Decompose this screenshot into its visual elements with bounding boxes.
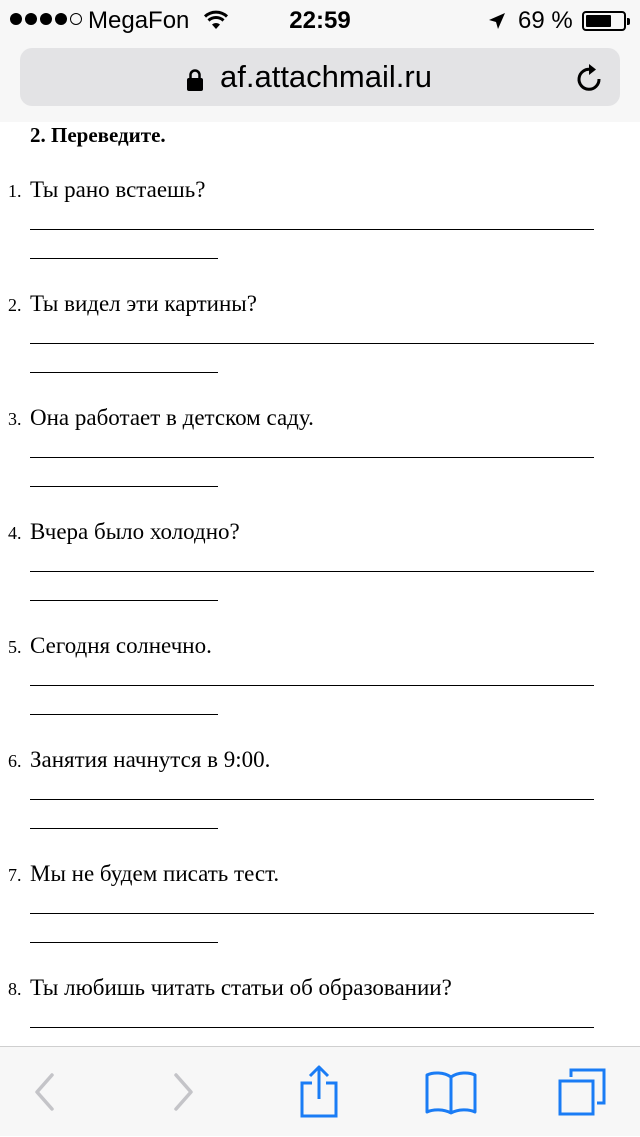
lock-icon	[185, 68, 205, 97]
browser-address-area	[0, 40, 640, 122]
question-text: Занятия начнутся в 9:00.	[30, 747, 271, 772]
question-number: 5.	[8, 637, 22, 657]
question-item	[0, 517, 640, 631]
section-title: 2. Переведите.	[30, 123, 166, 147]
answer-line	[30, 942, 218, 943]
bookmarks-icon	[424, 1069, 478, 1115]
back-icon	[32, 1072, 58, 1112]
clock: 22:59	[289, 7, 351, 34]
forward-button[interactable]	[158, 1047, 208, 1137]
answer-line	[30, 799, 594, 800]
answer-line	[30, 229, 594, 230]
question-text: Она работает в детском саду.	[30, 405, 314, 430]
answer-line	[30, 486, 218, 487]
answer-line	[30, 600, 218, 601]
question-number: 7.	[8, 865, 22, 885]
answer-line	[30, 571, 594, 572]
question-item	[0, 631, 640, 745]
battery-percentage: 69 %	[518, 7, 573, 34]
browser-toolbar	[0, 1046, 640, 1136]
question-item	[0, 973, 640, 1046]
share-button[interactable]	[292, 1047, 346, 1137]
question-number: 4.	[8, 523, 22, 543]
question-text: Мы не будем писать тест.	[30, 861, 280, 886]
tabs-icon	[557, 1067, 607, 1117]
question-text: Вчера было холодно?	[30, 519, 240, 544]
carrier-name: MegaFon	[88, 7, 190, 34]
reload-icon[interactable]	[575, 61, 605, 98]
question-number: 2.	[8, 295, 22, 315]
answer-line	[30, 1027, 594, 1028]
question-item	[0, 403, 640, 517]
answer-line	[30, 372, 218, 373]
answer-line	[30, 343, 594, 344]
tabs-button[interactable]	[554, 1047, 610, 1137]
answer-line	[30, 913, 594, 914]
question-text: Ты видел эти картины?	[30, 291, 257, 316]
answer-line	[30, 714, 218, 715]
question-number: 8.	[8, 979, 22, 999]
question-item	[0, 859, 640, 973]
address-bar[interactable]	[20, 48, 620, 106]
location-arrow-icon	[487, 10, 507, 38]
share-icon	[299, 1065, 339, 1119]
question-number: 6.	[8, 751, 22, 771]
forward-icon	[170, 1072, 196, 1112]
answer-line	[30, 828, 218, 829]
question-item	[0, 175, 640, 289]
battery-icon	[582, 11, 626, 31]
answer-line	[30, 685, 594, 686]
question-item	[0, 289, 640, 403]
url-text: af.attachmail.ru	[220, 59, 432, 94]
document-viewer	[0, 122, 640, 1046]
bookmarks-button[interactable]	[420, 1047, 482, 1137]
question-text: Ты любишь читать статьи об образовании?	[30, 975, 452, 1000]
question-text: Ты рано встаешь?	[30, 177, 206, 202]
status-bar	[0, 0, 640, 40]
question-item	[0, 745, 640, 859]
answer-line	[30, 457, 594, 458]
question-number: 3.	[8, 409, 22, 429]
answer-line	[30, 258, 218, 259]
back-button[interactable]	[20, 1047, 70, 1137]
question-number: 1.	[8, 181, 22, 201]
question-text: Сегодня солнечно.	[30, 633, 212, 658]
